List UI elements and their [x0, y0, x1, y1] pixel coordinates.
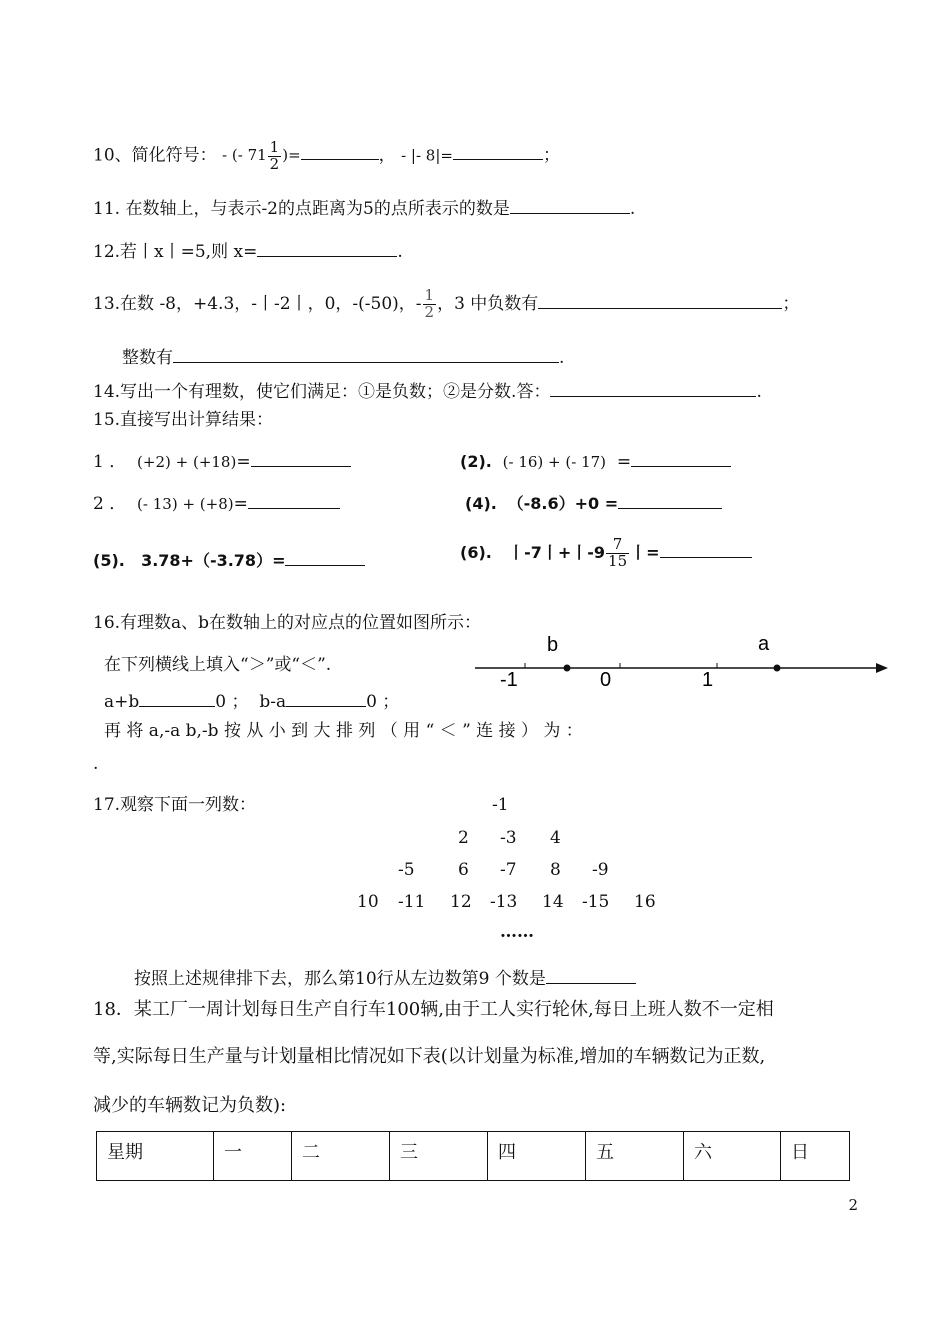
q16-line4: . [93, 754, 99, 774]
q15-item-5: (5). 3.78+（-3.78）= [93, 548, 365, 571]
q12: 12.若丨x丨=5,则 x= . [93, 239, 403, 262]
q16-line3: 再 将 a,-a b,-b 按 从 小 到 大 排 列 （ 用 “ ＜ ” 连 接 ） 为 ： [104, 721, 583, 741]
q15-item-6: (6). 丨-7丨+丨-9 $\frac{7}{15}$ 丨= [460, 537, 752, 570]
q11-answer-blank[interactable] [510, 196, 630, 214]
point-b [564, 665, 571, 672]
q16-bma-blank[interactable] [286, 689, 366, 707]
q18-line2: 等,实际每日生产量与计划量相比情况如下表(以计划量为标准,增加的车辆数记为正数, [93, 1046, 766, 1067]
q17-title: 17.观察下面一列数： [93, 795, 257, 815]
q14-answer-blank[interactable] [550, 379, 756, 397]
q15-title: 15.直接写出计算结果： [93, 410, 274, 430]
page-number: 2 [848, 1196, 858, 1214]
q10-expr1: - (- 71 $\frac{1}{2}$ )= [222, 138, 301, 173]
label-b: b [547, 634, 559, 656]
table-header-cell: 六 [684, 1132, 781, 1181]
q11: 11. 在数轴上，与表示-2的点距离为5的点所表示的数是 . [93, 196, 635, 219]
q12-answer-blank[interactable] [257, 239, 397, 257]
q10: 10、简化符号： - (- 71 $\frac{1}{2}$ )= ， - |- 8|= ； [93, 138, 560, 173]
q16-line1: 在下列横线上填入“＞”或“＜”. [104, 655, 332, 675]
table-row [97, 1132, 850, 1181]
q16-apb-blank[interactable] [139, 689, 215, 707]
q15-6-blank[interactable] [660, 540, 752, 558]
table-header-cell: 一 [214, 1132, 292, 1181]
q13-integer-blank[interactable] [173, 345, 559, 363]
q10-answer-blank-2[interactable] [453, 142, 543, 160]
table-header-cell: 二 [292, 1132, 390, 1181]
number-line-diagram [470, 630, 900, 692]
q15-3-blank[interactable] [248, 491, 340, 509]
q13: 13.在数 -8，+4.3，-丨-2丨，0，-(-50)，- $\frac{1}{2}$ ，3 中负数有 ； [93, 286, 800, 321]
q16-line2: a+b 0 ； b-a 0 ； [104, 689, 399, 712]
q17-row-1: -1 [492, 795, 509, 815]
q17-question: 按照上述规律排下去，那么第10行从左边数第9 个数是 [134, 966, 636, 989]
point-a [774, 665, 781, 672]
q16-title: 16.有理数a、b在数轴上的对应点的位置如图所示： [93, 613, 482, 633]
q10-answer-blank-1[interactable] [301, 142, 379, 160]
q17-answer-blank[interactable] [546, 966, 636, 984]
table-header-cell: 四 [488, 1132, 586, 1181]
q17-dots: …… [500, 922, 534, 942]
q15-item-3: 2 ． (- 13) + (+8)= [93, 491, 340, 514]
label-a: a [758, 633, 770, 655]
q14: 14.写出一个有理数，使它们满足：①是负数；②是分数.答： . [93, 379, 762, 402]
q15-item-2: (2). (- 16) + (- 17) = [460, 449, 731, 472]
q15-2-blank[interactable] [631, 449, 731, 467]
q18-line1: 18．某工厂一周计划每日生产自行车100辆,由于工人实行轮休,每日上班人数不一定相 [93, 999, 774, 1020]
tick-label-1: 1 [702, 669, 714, 691]
q13-line2: 整数有 . [122, 345, 564, 368]
q13-negative-blank[interactable] [538, 291, 782, 309]
number-line-arrow [876, 663, 888, 673]
table-header-cell: 三 [390, 1132, 488, 1181]
q18-line3: 减少的车辆数记为负数): [93, 1095, 287, 1116]
tick-label-minus-1: -1 [500, 669, 518, 691]
q15-1-blank[interactable] [251, 449, 351, 467]
q15-item-1: 1 ． (+2) + (+18)= [93, 449, 351, 472]
q15-5-blank[interactable] [285, 548, 365, 566]
table-header-cell: 星期 [97, 1132, 214, 1181]
table-header-cell: 五 [586, 1132, 684, 1181]
production-table [96, 1131, 850, 1181]
table-header-cell: 日 [781, 1132, 850, 1181]
tick-label-0: 0 [600, 669, 612, 691]
q15-4-blank[interactable] [618, 491, 722, 509]
q15-item-4: (4). （-8.6）+0 = [465, 491, 722, 514]
